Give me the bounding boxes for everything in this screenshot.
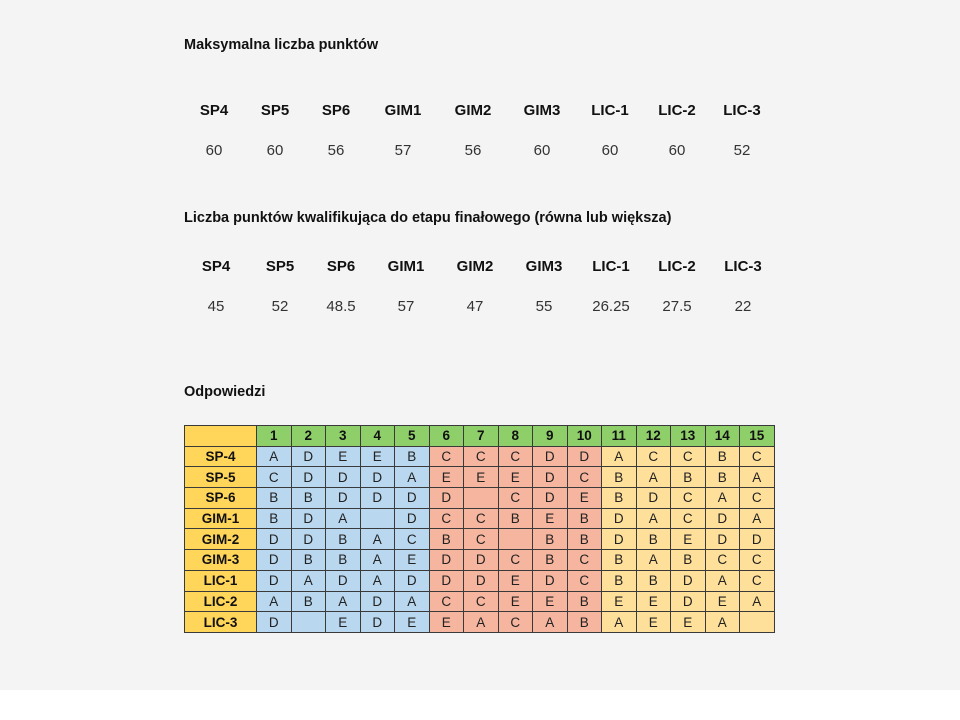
- answer-cell: B: [705, 446, 740, 467]
- answer-cell: A: [533, 612, 568, 633]
- answer-cell: C: [740, 570, 775, 591]
- answer-cell: E: [533, 591, 568, 612]
- answer-cell: E: [671, 529, 706, 550]
- question-number-8: 8: [498, 426, 533, 447]
- max-points-header-row: [0, 102, 960, 124]
- question-number-5: 5: [395, 426, 430, 447]
- answer-cell: D: [429, 488, 464, 509]
- answer-cell: D: [533, 446, 568, 467]
- answer-cell: A: [464, 612, 499, 633]
- answer-cell: E: [429, 467, 464, 488]
- answer-cell: D: [326, 467, 361, 488]
- row-label: GIM-3: [185, 550, 257, 571]
- answers-table: [184, 425, 775, 633]
- qualify-points-heading: Liczba punktów kwalifikująca do etapu finałowego (równa lub większa): [184, 210, 672, 226]
- answer-cell: A: [636, 467, 671, 488]
- question-number-10: 10: [567, 426, 602, 447]
- answer-cell: E: [326, 612, 361, 633]
- answer-cell: C: [395, 529, 430, 550]
- answers-corner-cell: [185, 426, 257, 447]
- answer-cell: B: [533, 550, 568, 571]
- qualify-points-header-1: SP5: [265, 258, 295, 275]
- answer-cell: E: [498, 467, 533, 488]
- answer-cell: B: [395, 446, 430, 467]
- answer-cell: D: [705, 508, 740, 529]
- qualify-points-value-5: 55: [535, 298, 553, 315]
- max-points-header-3: GIM1: [384, 102, 422, 119]
- answer-cell: B: [326, 529, 361, 550]
- answer-cell: [740, 612, 775, 633]
- answer-cell: C: [498, 550, 533, 571]
- answer-cell: C: [740, 488, 775, 509]
- answer-cell: B: [567, 612, 602, 633]
- answer-cell: D: [257, 570, 292, 591]
- answer-cell: E: [636, 612, 671, 633]
- answer-cell: C: [705, 550, 740, 571]
- answer-cell: C: [429, 508, 464, 529]
- max-points-value-1: 60: [266, 142, 284, 159]
- max-points-value-7: 60: [668, 142, 686, 159]
- table-row: [185, 529, 775, 550]
- max-points-value-row: [0, 142, 960, 164]
- answer-cell: C: [464, 529, 499, 550]
- answer-cell: B: [671, 550, 706, 571]
- table-row: [185, 612, 775, 633]
- answer-cell: C: [671, 508, 706, 529]
- answer-cell: [498, 529, 533, 550]
- question-number-13: 13: [671, 426, 706, 447]
- question-number-15: 15: [740, 426, 775, 447]
- answer-cell: E: [567, 488, 602, 509]
- answer-cell: A: [602, 612, 637, 633]
- answer-cell: D: [326, 488, 361, 509]
- answer-cell: D: [533, 467, 568, 488]
- table-row: [185, 570, 775, 591]
- answer-cell: E: [498, 591, 533, 612]
- answer-cell: C: [257, 467, 292, 488]
- max-points-value-3: 57: [394, 142, 412, 159]
- answer-cell: B: [257, 508, 292, 529]
- answer-cell: D: [429, 570, 464, 591]
- answer-cell: D: [257, 529, 292, 550]
- answer-cell: D: [533, 488, 568, 509]
- answer-cell: E: [429, 612, 464, 633]
- qualify-points-value-8: 22: [734, 298, 752, 315]
- row-label: LIC-1: [185, 570, 257, 591]
- answer-cell: A: [705, 488, 740, 509]
- question-number-4: 4: [360, 426, 395, 447]
- max-points-header-2: SP6: [321, 102, 351, 119]
- qualify-points-header-3: GIM1: [387, 258, 425, 275]
- answer-cell: [464, 488, 499, 509]
- max-points-header-5: GIM3: [523, 102, 561, 119]
- answer-cell: D: [326, 570, 361, 591]
- table-row: [185, 467, 775, 488]
- answer-cell: D: [360, 467, 395, 488]
- row-label: LIC-2: [185, 591, 257, 612]
- answer-cell: C: [740, 550, 775, 571]
- max-points-header-4: GIM2: [454, 102, 492, 119]
- table-row: [185, 550, 775, 571]
- question-number-7: 7: [464, 426, 499, 447]
- answer-cell: C: [671, 488, 706, 509]
- answer-cell: B: [602, 550, 637, 571]
- qualify-points-value-4: 47: [466, 298, 484, 315]
- qualify-points-value-6: 26.25: [592, 298, 630, 315]
- max-points-value-6: 60: [601, 142, 619, 159]
- max-points-header-7: LIC-2: [658, 102, 696, 119]
- answer-cell: D: [291, 446, 326, 467]
- table-row: [185, 488, 775, 509]
- max-points-header-0: SP4: [199, 102, 229, 119]
- answer-cell: C: [464, 508, 499, 529]
- answer-cell: B: [291, 550, 326, 571]
- answer-cell: C: [740, 446, 775, 467]
- answer-cell: E: [360, 446, 395, 467]
- answer-cell: [291, 612, 326, 633]
- answer-cell: E: [671, 612, 706, 633]
- answer-cell: A: [257, 446, 292, 467]
- answer-cell: B: [636, 570, 671, 591]
- answer-cell: B: [567, 508, 602, 529]
- answer-cell: C: [567, 467, 602, 488]
- table-row: [185, 591, 775, 612]
- answer-cell: C: [464, 591, 499, 612]
- question-number-2: 2: [291, 426, 326, 447]
- answers-heading: Odpowiedzi: [184, 384, 266, 400]
- qualify-points-value-7: 27.5: [662, 298, 692, 315]
- answer-cell: E: [602, 591, 637, 612]
- qualify-points-header-0: SP4: [201, 258, 231, 275]
- max-points-header-6: LIC-1: [591, 102, 629, 119]
- answer-cell: A: [360, 550, 395, 571]
- table-row: [185, 446, 775, 467]
- answer-cell: B: [636, 529, 671, 550]
- answer-cell: B: [291, 591, 326, 612]
- answer-cell: B: [326, 550, 361, 571]
- answer-cell: A: [395, 591, 430, 612]
- answer-cell: A: [705, 612, 740, 633]
- qualify-points-header-8: LIC-3: [724, 258, 762, 275]
- max-points-header-1: SP5: [260, 102, 290, 119]
- answer-cell: A: [291, 570, 326, 591]
- question-number-9: 9: [533, 426, 568, 447]
- answer-cell: A: [360, 570, 395, 591]
- max-points-header-8: LIC-3: [723, 102, 761, 119]
- row-label: GIM-2: [185, 529, 257, 550]
- answer-cell: E: [395, 550, 430, 571]
- answer-cell: [360, 508, 395, 529]
- question-number-6: 6: [429, 426, 464, 447]
- answer-cell: D: [464, 550, 499, 571]
- answer-cell: C: [567, 550, 602, 571]
- answer-cell: C: [464, 446, 499, 467]
- answer-cell: C: [429, 591, 464, 612]
- answer-cell: D: [464, 570, 499, 591]
- answer-cell: B: [291, 488, 326, 509]
- answer-cell: D: [395, 508, 430, 529]
- question-number-11: 11: [602, 426, 637, 447]
- answer-cell: E: [705, 591, 740, 612]
- qualify-points-header-7: LIC-2: [658, 258, 696, 275]
- qualify-points-header-2: SP6: [326, 258, 356, 275]
- answer-cell: B: [498, 508, 533, 529]
- answer-cell: C: [498, 488, 533, 509]
- row-label: SP-4: [185, 446, 257, 467]
- answer-cell: E: [464, 467, 499, 488]
- answer-cell: A: [602, 446, 637, 467]
- qualify-points-value-1: 52: [271, 298, 289, 315]
- answer-cell: A: [326, 508, 361, 529]
- answer-cell: C: [498, 612, 533, 633]
- row-label: GIM-1: [185, 508, 257, 529]
- answer-cell: D: [740, 529, 775, 550]
- answer-cell: C: [498, 446, 533, 467]
- answer-cell: A: [257, 591, 292, 612]
- answer-cell: A: [326, 591, 361, 612]
- max-points-value-2: 56: [327, 142, 345, 159]
- answer-cell: C: [429, 446, 464, 467]
- answer-cell: D: [395, 488, 430, 509]
- answer-cell: B: [602, 488, 637, 509]
- answer-cell: A: [740, 508, 775, 529]
- max-points-value-4: 56: [464, 142, 482, 159]
- row-label: LIC-3: [185, 612, 257, 633]
- answer-cell: A: [740, 467, 775, 488]
- question-number-1: 1: [257, 426, 292, 447]
- answer-cell: C: [567, 570, 602, 591]
- max-points-value-0: 60: [205, 142, 223, 159]
- answers-header-row: [185, 426, 775, 447]
- question-number-12: 12: [636, 426, 671, 447]
- qualify-points-value-0: 45: [207, 298, 225, 315]
- answer-cell: D: [291, 467, 326, 488]
- table-row: [185, 508, 775, 529]
- answer-cell: B: [533, 529, 568, 550]
- answer-cell: B: [567, 591, 602, 612]
- answer-cell: D: [429, 550, 464, 571]
- answer-cell: A: [705, 570, 740, 591]
- answer-cell: D: [636, 488, 671, 509]
- answer-cell: C: [671, 446, 706, 467]
- answer-cell: D: [257, 612, 292, 633]
- answer-cell: A: [636, 550, 671, 571]
- answer-cell: E: [533, 508, 568, 529]
- answer-cell: A: [395, 467, 430, 488]
- answer-cell: D: [257, 550, 292, 571]
- answer-cell: D: [671, 591, 706, 612]
- answer-cell: A: [636, 508, 671, 529]
- question-number-3: 3: [326, 426, 361, 447]
- answer-cell: D: [360, 488, 395, 509]
- answer-cell: B: [567, 529, 602, 550]
- qualify-points-header-5: GIM3: [525, 258, 563, 275]
- qualify-points-header-row: [0, 258, 960, 280]
- answer-cell: C: [636, 446, 671, 467]
- answer-cell: E: [326, 446, 361, 467]
- qualify-points-value-3: 57: [397, 298, 415, 315]
- answer-cell: D: [360, 612, 395, 633]
- answer-cell: D: [671, 570, 706, 591]
- answer-cell: B: [257, 488, 292, 509]
- answer-cell: A: [360, 529, 395, 550]
- answer-cell: D: [360, 591, 395, 612]
- answer-cell: E: [636, 591, 671, 612]
- answer-cell: A: [740, 591, 775, 612]
- qualify-points-header-4: GIM2: [456, 258, 494, 275]
- answer-cell: E: [498, 570, 533, 591]
- question-number-14: 14: [705, 426, 740, 447]
- answer-cell: B: [602, 467, 637, 488]
- answer-cell: B: [429, 529, 464, 550]
- answer-cell: E: [395, 612, 430, 633]
- answer-cell: D: [602, 508, 637, 529]
- qualify-points-value-2: 48.5: [326, 298, 356, 315]
- answer-cell: D: [395, 570, 430, 591]
- answer-cell: B: [602, 570, 637, 591]
- row-label: SP-5: [185, 467, 257, 488]
- answer-cell: D: [602, 529, 637, 550]
- max-points-value-5: 60: [533, 142, 551, 159]
- answer-cell: D: [291, 508, 326, 529]
- answer-cell: D: [533, 570, 568, 591]
- qualify-points-value-row: [0, 298, 960, 320]
- answer-cell: D: [567, 446, 602, 467]
- max-points-value-8: 52: [733, 142, 751, 159]
- qualify-points-header-6: LIC-1: [592, 258, 630, 275]
- answer-cell: B: [671, 467, 706, 488]
- answer-cell: D: [705, 529, 740, 550]
- answer-cell: B: [705, 467, 740, 488]
- row-label: SP-6: [185, 488, 257, 509]
- max-points-heading: Maksymalna liczba punktów: [184, 37, 379, 53]
- answer-cell: D: [291, 529, 326, 550]
